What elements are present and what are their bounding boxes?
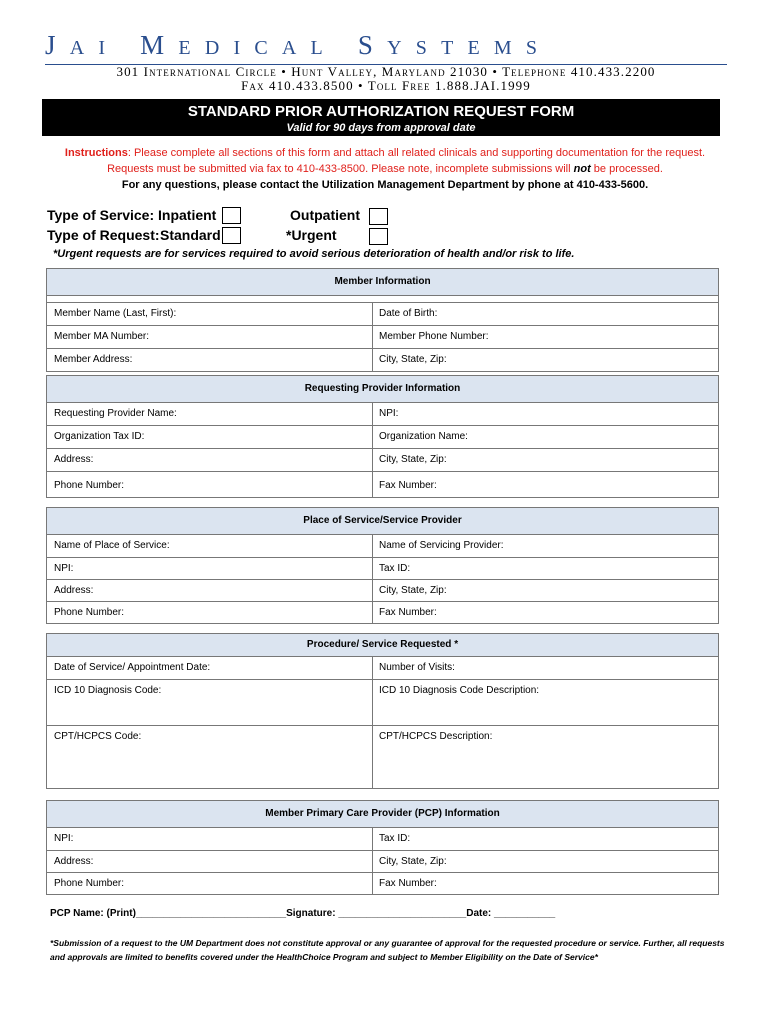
- form-row: [47, 449, 718, 472]
- instructions-text-1: : Please complete all sections of this form and attach all related clinicals and supporting documentation for the request.: [127, 147, 706, 159]
- outpatient-checkbox[interactable]: [369, 208, 388, 225]
- pcp-city-state-zip-field[interactable]: City, State, Zip:: [379, 856, 447, 867]
- form-row: [47, 472, 718, 497]
- signature-line[interactable]: PCP Name: (Print)___________________________Signature: _______________________Date: ___________: [50, 908, 556, 919]
- place-city-state-zip-field[interactable]: City, State, Zip:: [379, 585, 447, 596]
- place-of-service-section: [46, 507, 719, 624]
- form-row: [47, 326, 718, 349]
- date-of-service-field[interactable]: Date of Service/ Appointment Date:: [47, 657, 373, 679]
- icd10-code-field[interactable]: ICD 10 Diagnosis Code:: [47, 680, 373, 725]
- instructions-label: Instructions: [64, 147, 128, 159]
- provider-city-state-zip-field[interactable]: City, State, Zip:: [379, 454, 447, 465]
- type-of-request-label: Type of Request:: [47, 227, 160, 243]
- form-row: [47, 657, 718, 680]
- inpatient-label: Inpatient: [158, 207, 217, 223]
- urgent-note: *Urgent requests are for services required to avoid serious deterioration of health and/or risk to life.: [53, 248, 575, 260]
- instructions: [30, 145, 740, 193]
- company-logo: JAI MEDICAL SYSTEMS: [45, 30, 552, 60]
- date-of-birth-field[interactable]: Date of Birth:: [379, 308, 438, 319]
- cpt-hcpcs-code-field[interactable]: CPT/HCPCS Code:: [47, 726, 373, 788]
- pcp-fax-field[interactable]: Fax Number:: [379, 878, 437, 889]
- pcp-address-field[interactable]: Address:: [47, 851, 373, 872]
- instructions-text-2: Requests must be submitted via fax to 410-433-8500. Please note, incomplete submissions will: [107, 163, 574, 175]
- place-phone-field[interactable]: Phone Number:: [47, 602, 373, 623]
- standard-checkbox[interactable]: [222, 227, 241, 244]
- member-city-state-zip-field[interactable]: City, State, Zip:: [379, 354, 447, 365]
- place-npi-field[interactable]: NPI:: [47, 558, 373, 579]
- place-fax-field[interactable]: Fax Number:: [379, 607, 437, 618]
- form-row: [47, 580, 718, 602]
- pcp-tax-id-field[interactable]: Tax ID:: [379, 833, 411, 844]
- outpatient-label: Outpatient: [290, 207, 360, 223]
- address-line-2: Fax 410.433.8500 • Toll Free 1.888.JAI.1999: [241, 78, 531, 93]
- pcp-phone-field[interactable]: Phone Number:: [47, 873, 373, 894]
- provider-phone-field[interactable]: Phone Number:: [47, 472, 373, 497]
- inpatient-checkbox[interactable]: [222, 207, 241, 224]
- form-row: [47, 828, 718, 851]
- standard-label: Standard: [160, 227, 221, 243]
- letterhead: [45, 30, 727, 93]
- contact-line: For any questions, please contact the Utilization Management Department by phone at 410-433-5600.: [121, 179, 649, 191]
- servicing-provider-name-field[interactable]: Name of Servicing Provider:: [379, 540, 504, 551]
- section-heading: Requesting Provider Information: [47, 376, 718, 403]
- form-row: [47, 535, 718, 558]
- section-heading: Member Primary Care Provider (PCP) Information: [47, 801, 718, 828]
- form-row: [47, 726, 718, 788]
- section-heading: Member Information: [47, 269, 718, 296]
- instructions-text-3: be processed.: [590, 163, 663, 175]
- place-of-service-name-field[interactable]: Name of Place of Service:: [47, 535, 373, 557]
- place-address-field[interactable]: Address:: [47, 580, 373, 601]
- pcp-npi-field[interactable]: NPI:: [47, 828, 373, 850]
- form-row: [47, 851, 718, 873]
- member-information-section: [46, 268, 719, 372]
- form-row: [47, 558, 718, 580]
- cpt-hcpcs-description-field[interactable]: CPT/HCPCS Description:: [379, 731, 493, 742]
- organization-tax-id-field[interactable]: Organization Tax ID:: [47, 426, 373, 448]
- instructions-not: not: [573, 163, 591, 175]
- organization-name-field[interactable]: Organization Name:: [379, 431, 468, 442]
- provider-name-field[interactable]: Requesting Provider Name:: [47, 403, 373, 425]
- requesting-provider-section: [46, 375, 719, 498]
- form-row: [47, 349, 718, 371]
- urgent-checkbox[interactable]: [369, 228, 388, 245]
- provider-address-field[interactable]: Address:: [47, 449, 373, 471]
- form-row: [47, 873, 718, 894]
- form-subtitle: Valid for 90 days from approval date: [286, 122, 476, 134]
- member-phone-field[interactable]: Member Phone Number:: [379, 331, 489, 342]
- type-of-service-label: Type of Service:: [47, 207, 155, 223]
- urgent-label: *Urgent: [286, 227, 337, 243]
- section-heading: Place of Service/Service Provider: [47, 508, 718, 535]
- form-row: [47, 303, 718, 326]
- pcp-information-section: [46, 800, 719, 895]
- footnote: *Submission of a request to the UM Department does not constitute approval or any guarantee of approval for the requested procedure or service. Further, all requests and approvals are limited to benefits covered under the HealthChoice Program and subject to Member Eligibility on the Date of Service*: [50, 938, 725, 962]
- member-ma-number-field[interactable]: Member MA Number:: [47, 326, 373, 348]
- procedure-section: [46, 633, 719, 789]
- form-row: [47, 426, 718, 449]
- member-address-field[interactable]: Member Address:: [47, 349, 373, 371]
- form-row: [47, 403, 718, 426]
- form-title: STANDARD PRIOR AUTHORIZATION REQUEST FORM: [187, 103, 575, 120]
- address-line-1: 301 International Circle • Hunt Valley, Maryland 21030 • Telephone 410.433.2200: [116, 64, 656, 79]
- title-bar: [42, 99, 720, 136]
- member-name-field[interactable]: Member Name (Last, First):: [47, 303, 373, 325]
- section-heading: Procedure/ Service Requested *: [47, 634, 718, 657]
- number-of-visits-field[interactable]: Number of Visits:: [379, 662, 455, 673]
- provider-fax-field[interactable]: Fax Number:: [379, 480, 437, 491]
- form-row: [47, 602, 718, 623]
- provider-npi-field[interactable]: NPI:: [379, 408, 399, 419]
- place-tax-id-field[interactable]: Tax ID:: [379, 563, 411, 574]
- form-row: [47, 680, 718, 726]
- icd10-description-field[interactable]: ICD 10 Diagnosis Code Description:: [379, 685, 540, 696]
